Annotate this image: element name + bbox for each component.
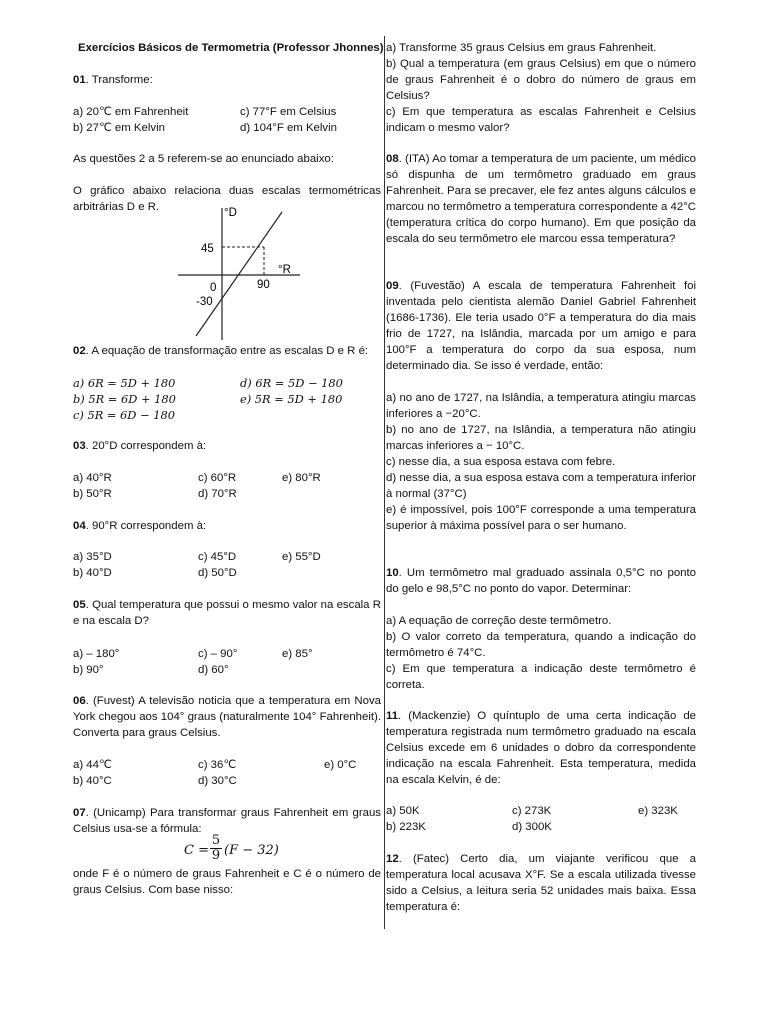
q06-statement: 06. (Fuvest) A televisão noticia que a temperatura em Nova York chegou aos 104° graus (naturalmente 104° Fahrenheit). Converta para graus Celsius. [73,695,381,739]
q04-option-b: b) 40°D [73,567,112,579]
q07-number: 07 [73,807,86,819]
q03-option-a: a) 40°R [73,472,112,484]
q03-number: 03 [73,440,86,452]
q02-statement: 02. A equação de transformação entre as escalas D e R é: [73,345,369,357]
q05-option-d: d) 60° [198,664,229,676]
q06-option-a: a) 44℃ [73,759,112,771]
q05-option-a: a) – 180° [73,648,120,660]
tick-90: 90 [257,279,270,291]
q03-option-d: d) 70°R [198,488,237,500]
graph-description: O gráfico abaixo relaciona duas escalas termométricas arbitrárias D e R. [73,185,381,213]
q09-option-d: d) nesse dia, a sua esposa estava com a temperatura inferior à normal (37°C) [386,472,696,500]
scale-graph [170,200,310,345]
q11-option-d: d) 300K [512,821,552,833]
q09-number: 09 [386,280,399,292]
q11-option-b: b) 223K [386,821,426,833]
q01-option-a: a) 20℃ em Fahrenheit [73,106,189,118]
q09-option-c: c) nesse dia, a sua esposa estava com febre. [386,456,616,468]
q02-option-e: e) 5R = 5D + 180 [240,392,343,406]
q06-option-d: d) 30°C [198,775,237,787]
q03-option-e: e) 80°R [282,472,321,484]
q01-statement: 01. Transforme: [73,74,153,86]
q11-option-e: e) 323K [638,805,678,817]
q03-option-c: c) 60°R [198,472,237,484]
q02-option-b: b) 5R = 6D + 180 [73,392,176,406]
y-axis-label: °D [224,207,237,219]
q06-option-c: c) 36℃ [198,759,237,771]
formula-rhs: (F − 32) [224,843,279,858]
q01-option-c: c) 77°F em Celsius [240,106,337,118]
q09-option-a: a) no ano de 1727, na Islândia, a temperatura atingiu marcas inferiores a −20°C. [386,392,696,420]
q04-option-a: a) 35°D [73,551,112,563]
q10-number: 10 [386,567,399,579]
q11-statement: 11. (Mackenzie) O quíntuplo de uma certa indicação de temperatura registrada num termômetro graduado na escala Celsius excede em 6 unidades o dobro da correspondente indicação na escala Fahrenheit. Esta temperatura, medida na escala Kelvin, é de: [386,710,696,786]
q02-option-c: c) 5R = 6D − 180 [73,408,175,422]
q04-statement: 04. 90°R correspondem à: [73,520,207,532]
x-axis-label: °R [278,264,291,276]
q11-option-a: a) 50K [386,805,420,817]
q05-statement: 05. Qual temperatura que possui o mesmo valor na escala R e na escala D? [73,599,381,627]
formula-denominator: 9 [211,848,221,863]
tick-minus-30: -30 [196,296,213,308]
q10-option-b: b) O valor correto da temperatura, quando a indicação do termômetro é 74°C. [386,631,696,659]
q06-number: 06 [73,695,86,707]
q07-option-c: c) Em que temperatura as escalas Fahrenheit e Celsius indicam o mesmo valor? [386,106,696,134]
column-divider [384,36,385,929]
q12-number: 12 [386,853,399,865]
q08-statement: 08. (ITA) Ao tomar a temperatura de um paciente, um médico só dispunha de um termômetro graduado em graus Fahrenheit. Para se precaver, ele fez antes alguns cálculos e marcou no termômetro a temperatura correspondente a 42°C (temperatura crítica do corpo humano). Em que posição da escala do seu termômetro ele marcou essa temperatura? [386,153,696,245]
tick-45: 45 [201,243,214,255]
q08-number: 08 [386,153,399,165]
intro-questions-2-5: As questões 2 a 5 referem-se ao enunciado abaixo: [73,153,334,165]
q01-number: 01 [73,74,86,86]
q07-statement: 07. (Unicamp) Para transformar graus Fahrenheit em graus Celsius usa-se a fórmula: [73,807,381,835]
formula-numerator: 5 [211,833,221,848]
q10-statement: 10. Um termômetro mal graduado assinala 0,5°C no ponto do gelo e 98,5°C no ponto do vapor. Determinar: [386,567,696,595]
q04-option-c: c) 45°D [198,551,237,563]
tick-0: 0 [210,282,217,294]
q01-option-b: b) 27℃ em Kelvin [73,122,165,134]
q05-option-b: b) 90° [73,664,104,676]
q10-option-a: a) A equação de correção deste termômetro. [386,615,612,627]
q02-number: 02 [73,345,86,357]
q06-option-b: b) 40°C [73,775,112,787]
q04-option-d: d) 50°D [198,567,237,579]
worksheet-title: Exercícios Básicos de Termometria (Professor Jhonnes) [78,42,384,54]
q03-statement: 03. 20°D correspondem à: [73,440,207,452]
q09-statement: 09. (Fuvestão) A escala de temperatura Fahrenheit foi inventada pelo cientista alemão Daniel Gabriel Fahrenheit (1686-1736). Ele teria usado 0°F a temperatura do dia mais frio de 1727, na Islândia, marcada por um amigo e para 100°F a temperatura do corpo da sua esposa, num determinado dia. Se isso é verdade, então: [386,280,696,372]
formula-fraction [210,834,222,863]
q09-option-b: b) no ano de 1727, na Islândia, a temperatura não atingiu marcas inferiores a − 10°C. [386,424,696,452]
q04-number: 04 [73,520,86,532]
q05-number: 05 [73,599,86,611]
q03-option-b: b) 50°R [73,488,112,500]
q10-option-c: c) Em que temperatura a indicação deste termômetro é correta. [386,663,696,691]
q07-context: onde F é o número de graus Fahrenheit e C é o número de graus Celsius. Com base nisso: [73,868,381,896]
q09-option-e: e) é impossível, pois 100°F corresponde a uma temperatura superior à máxima possível para o ser humano. [386,504,696,532]
q05-option-c: c) – 90° [198,648,238,660]
q07-option-b: b) Qual a temperatura (em graus Celsius) em que o número de graus Fahrenheit é o dobro do número de graus em Celsius? [386,58,696,102]
q04-option-e: e) 55°D [282,551,321,563]
q02-option-a: a) 6R = 5D + 180 [73,376,176,390]
q11-option-c: c) 273K [512,805,552,817]
q06-option-e: e) 0°C [324,759,357,771]
q11-number: 11 [386,710,399,722]
q01-option-d: d) 104°F em Kelvin [240,122,337,134]
formula-lhs: C = [184,843,209,858]
graph-line [196,212,282,336]
q12-statement: 12. (Fatec) Certo dia, um viajante verificou que a temperatura local acusava X°F. Se a escala utilizada tivesse sido a Celsius, a leitura seria 52 unidades mais baixa. Essa temperatura é: [386,853,696,913]
q02-option-d: d) 6R = 5D − 180 [240,376,343,390]
q07-option-a: a) Transforme 35 graus Celsius em graus Fahrenheit. [386,42,657,54]
q05-option-e: e) 85° [282,648,313,660]
